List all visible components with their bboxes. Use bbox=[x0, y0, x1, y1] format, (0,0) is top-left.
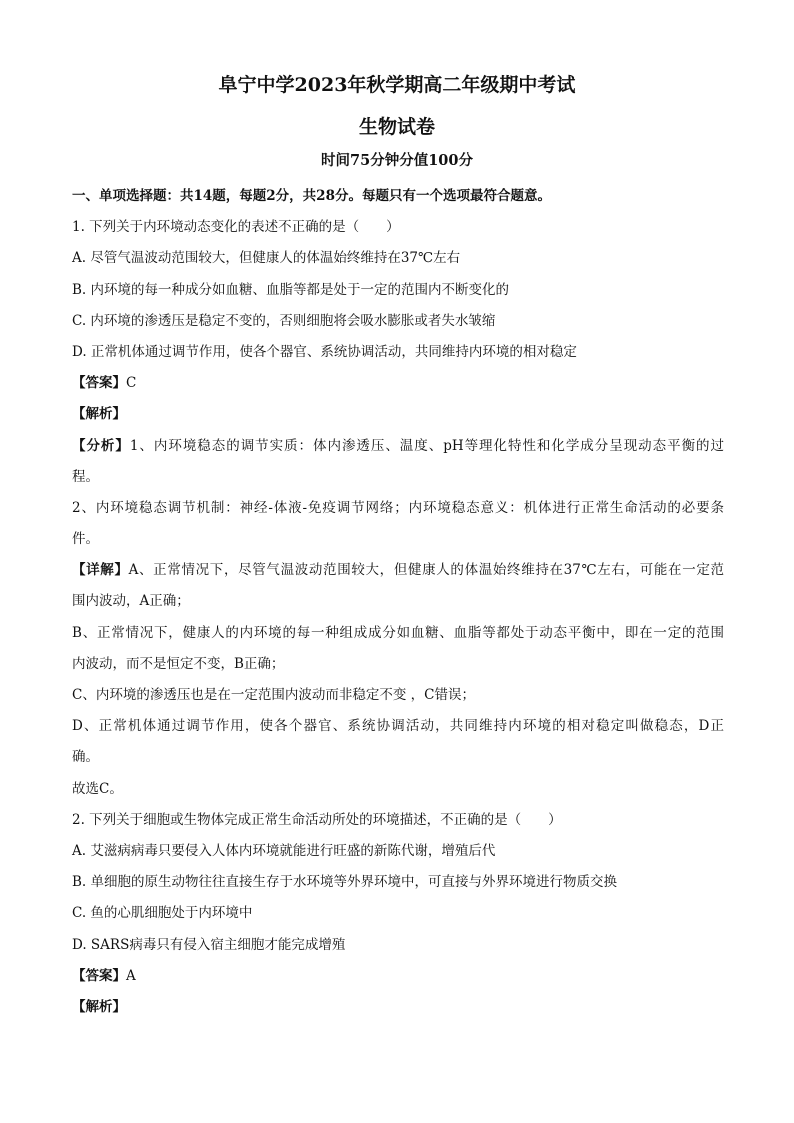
q2-option-a: A. 艾滋病病毒只要侵入人体内环境就能进行旺盛的新陈代谢，增殖后代 bbox=[72, 842, 496, 859]
detail-tag: 【详解】 bbox=[72, 562, 129, 579]
fenxi-text: 1、内环境稳态的调节实质：体内渗透压、温度、pH等理化特性和化学成分呈现动态平衡的过 bbox=[129, 437, 724, 454]
q1-detail-a-line-1 bbox=[72, 555, 724, 586]
detail-text: A、正常情况下，尽管气温波动范围较大，但健康人的体温始终维持在37℃左右，可能在一定范 bbox=[128, 562, 725, 579]
q2-option-b: B. 单细胞的原生动物往往直接生存于水环境等外界环境中，可直接与外界环境进行物质交换 bbox=[72, 874, 618, 891]
q1-option-a: A. 尽管气温波动范围较大，但健康人的体温始终维持在37℃左右 bbox=[72, 250, 461, 267]
q1-answer bbox=[72, 368, 724, 399]
exam-title: 阜宁中学2023年秋学期高二年级期中考试 bbox=[218, 74, 576, 96]
analysis-tag: 【解析】 bbox=[72, 998, 126, 1015]
q2-option-d: D. SARS病毒只有侵入宿主细胞才能完成增殖 bbox=[72, 936, 346, 953]
q1-option-c: C. 内环境的渗透压是稳定不变的，否则细胞将会吸水膨胀或者失水皱缩 bbox=[72, 312, 496, 329]
q1-detail-c-line-1: C、内环境的渗透压也是在一定范围内波动而非稳定不变 ，C错误； bbox=[72, 687, 475, 703]
q1-fenxi-line-4: 件。 bbox=[72, 531, 99, 548]
exam-info: 时间75分钟分值100分 bbox=[321, 152, 473, 169]
q1-detail-b-line-1: B、正常情况下，健康人的内环境的每一种组成成分如血糖、血脂等都处于动态平衡中，即在一定的范围 bbox=[72, 624, 724, 641]
q2-answer bbox=[72, 961, 724, 992]
subject-title: 生物试卷 bbox=[358, 116, 435, 138]
q1-analysis bbox=[72, 399, 724, 430]
q1-fenxi-line-1 bbox=[72, 431, 724, 462]
answer-value: C bbox=[126, 375, 137, 392]
q1-detail-b-line-2: 内波动，而不是恒定不变，B正确； bbox=[72, 655, 285, 672]
q2-analysis bbox=[72, 992, 724, 1023]
q2-option-c: C. 鱼的心肌细胞处于内环境中 bbox=[72, 905, 253, 922]
q1-option-d: D. 正常机体通过调节作用，使各个器官、系统协调活动，共同维持内环境的相对稳定 bbox=[72, 343, 577, 360]
q1-option-b: B. 内环境的每一种成分如血糖、血脂等都是处于一定的范围内不断变化的 bbox=[72, 281, 510, 298]
section-heading: 一、单项选择题：共14题，每题2分，共28分。每题只有一个选项最符合题意。 bbox=[72, 188, 551, 204]
answer-tag: 【答案】 bbox=[72, 967, 126, 984]
exam-content bbox=[72, 181, 724, 1023]
analysis-tag: 【解析】 bbox=[72, 406, 126, 423]
answer-value: A bbox=[126, 967, 136, 984]
q1-fenxi-line-3: 2、内环境稳态调节机制：神经-体液-免疫调节网络；内环境稳态意义：机体进行正常生命活动的必要条 bbox=[72, 499, 724, 516]
q1-detail-d-line-2: 确。 bbox=[72, 749, 99, 766]
q1-detail-d-line-1: D、正常机体通过调节作用，使各个器官、系统协调活动，共同维持内环境的相对稳定叫做稳态，D正 bbox=[72, 718, 724, 735]
q2-stem: 2. 下列关于细胞或生物体完成正常生命活动所处的环境描述，不正确的是（ ） bbox=[72, 811, 562, 828]
q1-stem: 1. 下列关于内环境动态变化的表述不正确的是（ ） bbox=[72, 219, 400, 236]
q1-conclusion: 故选C。 bbox=[72, 780, 123, 797]
q1-detail-a-line-2: 围内波动，A正确； bbox=[72, 593, 190, 610]
fenxi-tag: 【分析】 bbox=[72, 437, 130, 454]
answer-tag: 【答案】 bbox=[72, 375, 126, 392]
q1-fenxi-line-2: 程。 bbox=[72, 468, 99, 485]
